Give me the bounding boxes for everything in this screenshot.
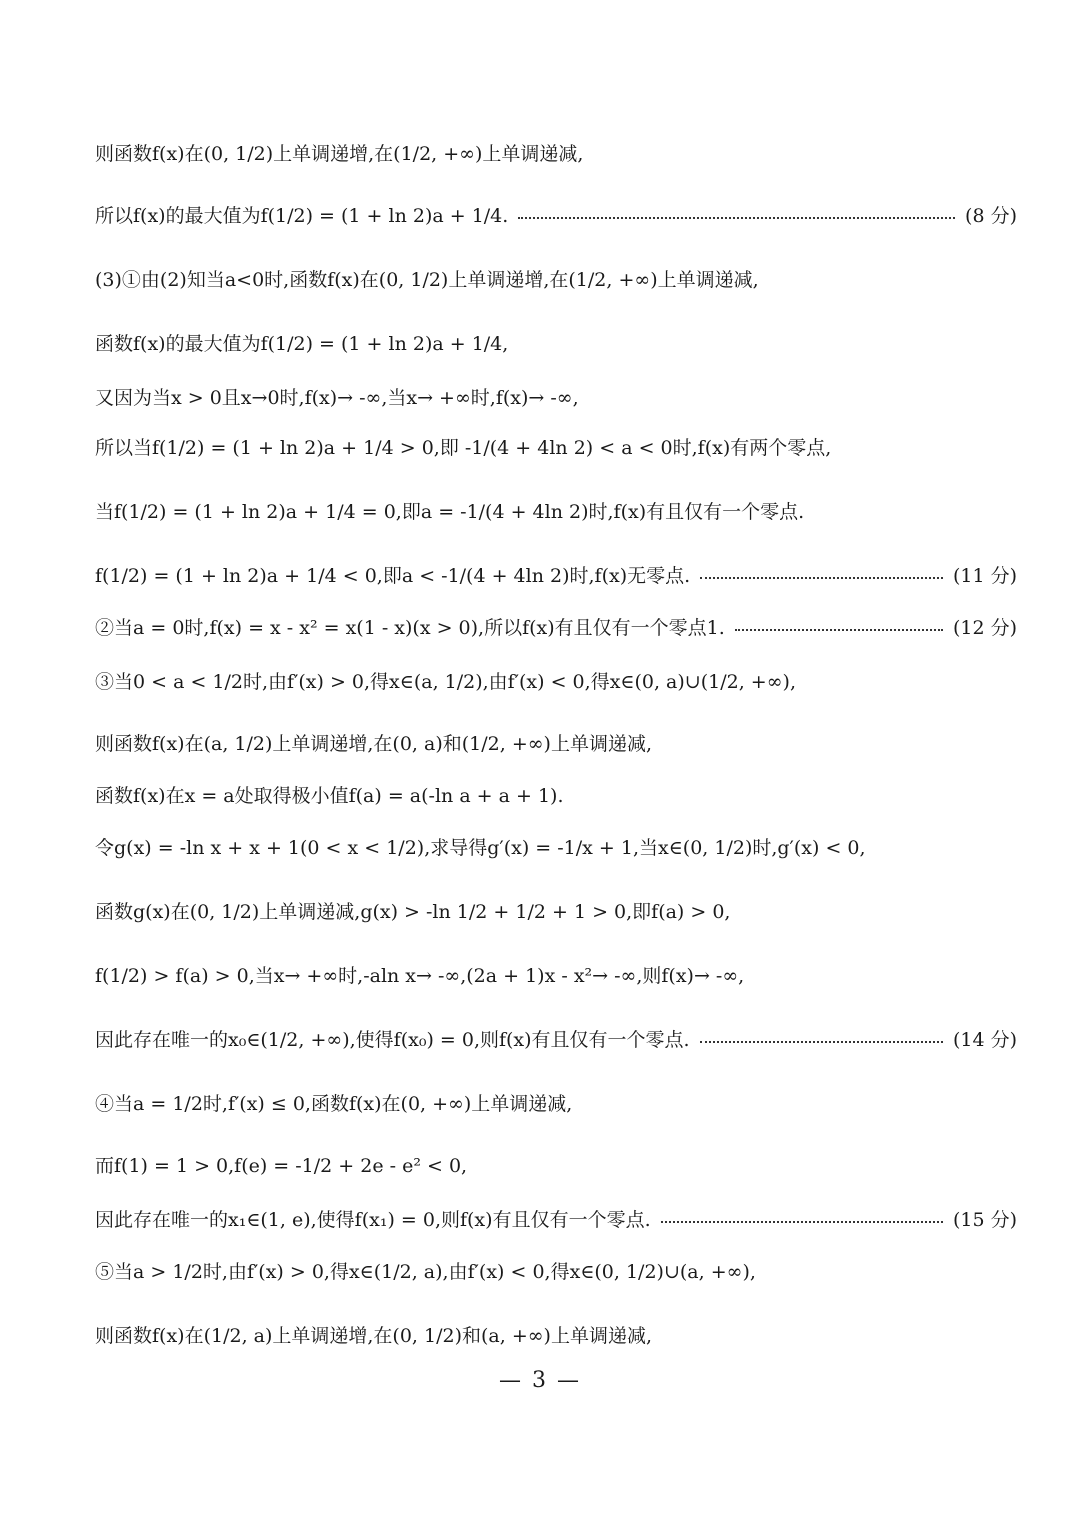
dot-leader	[735, 629, 943, 631]
line-text: 函数f(x)的最大值为f(1/2) = (1 + ln 2)a + 1/4,	[95, 332, 509, 355]
line-text: ⑤当a > 1/2时,由f′(x) > 0,得x∈(1/2, a),由f′(x) < 0,得x∈(0, 1/2)∪(a, +∞),	[95, 1260, 756, 1283]
line-text: ③当0 < a < 1/2时,由f′(x) > 0,得x∈(a, 1/2),由f′(x) < 0,得x∈(0, a)∪(1/2, +∞),	[95, 670, 796, 693]
dot-leader	[661, 1221, 943, 1223]
score-label: (12 分)	[952, 616, 1017, 639]
text-line	[95, 482, 1017, 538]
text-line	[95, 1190, 1017, 1246]
text-line	[95, 418, 1017, 474]
line-text: 函数g(x)在(0, 1/2)上单调递减,g(x) > -ln 1/2 + 1/2 + 1 > 0,即f(a) > 0,	[95, 900, 731, 923]
score-label: (11 分)	[952, 564, 1017, 587]
text-line	[95, 250, 1017, 306]
line-text: f(1/2) = (1 + ln 2)a + 1/4 < 0,即a < -1/(4 + 4ln 2)时,f(x)无零点.	[95, 564, 691, 587]
text-line	[95, 1074, 1017, 1130]
text-line	[95, 652, 1017, 708]
line-text: 而f(1) = 1 > 0,f(e) = -1/2 + 2e - e² < 0,	[95, 1154, 468, 1177]
line-text: ②当a = 0时,f(x) = x - x² = x(1 - x)(x > 0),所以f(x)有且仅有一个零点1.	[95, 616, 725, 639]
line-text: ④当a = 1/2时,f′(x) ≤ 0,函数f(x)在(0, +∞)上单调递减,	[95, 1092, 573, 1115]
text-line	[95, 1010, 1017, 1066]
line-text: 函数f(x)在x = a处取得极小值f(a) = a(-ln a + a + 1).	[95, 784, 564, 807]
text-line	[95, 368, 1017, 424]
line-text: 因此存在唯一的x₀∈(1/2, +∞),使得f(x₀) = 0,则f(x)有且仅有一个零点.	[95, 1028, 690, 1051]
text-line	[95, 546, 1017, 602]
line-text: 当f(1/2) = (1 + ln 2)a + 1/4 = 0,即a = -1/(4 + 4ln 2)时,f(x)有且仅有一个零点.	[95, 500, 805, 523]
text-line	[95, 598, 1017, 654]
text-line	[95, 714, 1017, 770]
text-line	[95, 1136, 1017, 1192]
line-text: 令g(x) = -ln x + x + 1(0 < x < 1/2),求导得g′(x) = -1/x + 1,当x∈(0, 1/2)时,g′(x) < 0,	[95, 836, 866, 859]
text-line	[95, 186, 1017, 242]
dot-leader	[700, 1041, 943, 1043]
text-line	[95, 882, 1017, 938]
score-label: (14 分)	[952, 1028, 1017, 1051]
line-text: 所以当f(1/2) = (1 + ln 2)a + 1/4 > 0,即 -1/(4 + 4ln 2) < a < 0时,f(x)有两个零点,	[95, 436, 832, 459]
page-number: — 3 —	[499, 1368, 581, 1393]
dot-leader	[700, 577, 943, 579]
line-text: f(1/2) > f(a) > 0,当x→ +∞时,-aln x→ -∞,(2a + 1)x - x²→ -∞,则f(x)→ -∞,	[95, 964, 745, 987]
line-text: 因此存在唯一的x₁∈(1, e),使得f(x₁) = 0,则f(x)有且仅有一个零点.	[95, 1208, 651, 1231]
text-line	[95, 1242, 1017, 1298]
line-text: (3)①由(2)知当a<0时,函数f(x)在(0, 1/2)上单调递增,在(1/2, +∞)上单调递减,	[95, 268, 759, 291]
score-label: (8 分)	[965, 204, 1017, 227]
text-line	[95, 818, 1017, 874]
text-line	[95, 766, 1017, 822]
line-text: 又因为当x > 0且x→0时,f(x)→ -∞,当x→ +∞时,f(x)→ -∞,	[95, 386, 579, 409]
score-label: (15 分)	[952, 1208, 1017, 1231]
line-text: 则函数f(x)在(1/2, a)上单调递增,在(0, 1/2)和(a, +∞)上单调递减,	[95, 1324, 653, 1347]
text-line	[95, 946, 1017, 1002]
line-text: 所以f(x)的最大值为f(1/2) = (1 + ln 2)a + 1/4.	[95, 204, 509, 227]
text-line	[95, 1306, 1017, 1362]
dot-leader	[518, 217, 955, 219]
line-text: 则函数f(x)在(0, 1/2)上单调递增,在(1/2, +∞)上单调递减,	[95, 142, 584, 165]
text-line	[95, 124, 1017, 180]
line-text: 则函数f(x)在(a, 1/2)上单调递增,在(0, a)和(1/2, +∞)上单调递减,	[95, 732, 653, 755]
text-line	[95, 314, 1017, 370]
